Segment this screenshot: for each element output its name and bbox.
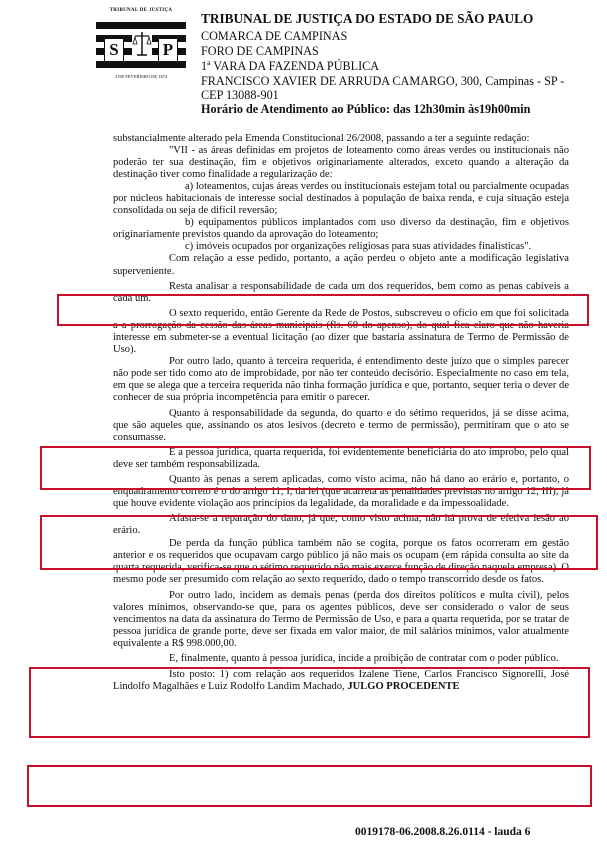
logo-bottom-text: 3 DE FEVEREIRO DE 1874 — [114, 74, 168, 79]
quote-item-b: b) equipamentos públicos implantados com uso diverso da destinação, fim e objetivos originariamente previstos quando da aprovação do loteamento; — [113, 217, 569, 241]
quote-item-a: a) loteamentos, cujas áreas verdes ou institucionais estejam total ou parcialmente ocupadas por núcleos habitacionais de interesse social destinados à população de baixa renda, e cuja situação esteja consolidada ou seja de difícil reversão; — [113, 181, 569, 217]
vara-line: 1ª VARA DA FAZENDA PÚBLICA — [201, 59, 380, 73]
paragraph: O sexto requerido, então Gerente da Rede de Postos, subscreveu o ofício em que foi solicitada a a prorrogação da cessão das áreas municipais (fls. 60 do apenso), do qual fica claro que não haveria interesse em submeter-se a eventual licitação (ao dizer que bastaria assinatura de Termo de Permissão de Uso). — [113, 307, 569, 355]
paragraph: substancialmente alterado pela Emenda Constitucional 26/2008, passando a ter a seguinte redação: — [113, 133, 530, 144]
paragraph: Resta analisar a responsabilidade de cada um dos requeridos, bem como as penas cabíveis a cada um. — [113, 280, 569, 304]
highlight-box-second-fourth-seventh — [40, 446, 591, 490]
highlight-box-responsibility — [57, 294, 589, 326]
paragraph: Quanto à responsabilidade da segunda, do quarto e do sétimo requeridos, já se disse acima, que são aqueles que, assinando os atos lesivos (decreto e termo de permissão), permitiram que o ato se consumasse. — [113, 408, 569, 444]
page-footer: 0019178-06.2008.8.26.0114 - lauda 6 — [355, 826, 531, 838]
verdict-bold: JULGO PROCEDENTE — [347, 681, 460, 693]
paragraph: Afasta-se a reparação do dano, já que, como visto acima, não há prova de efetiva lesão ao erário. — [113, 513, 569, 537]
paragraph: Quanto às penas a serem aplicadas, como visto acima, não há dano ao erário e, portanto, o enquadramento correto é o do artigo 11, I, da lei (que acarreta as penalidades previstas no artigo 12, III), já que houve evidente violação aos princípios da legalidade, da moralidade e da impessoalidade. — [113, 474, 569, 510]
paragraph: Com relação a esse pedido, portanto, a ação perdeu o objeto ante a modificação legislativa superveniente. — [113, 253, 569, 277]
verdict-text: Isto posto: 1) com relação aos requeridos Izalene Tiene, Carlos Francisco Signorelli, José Lindolfo Magalhães e Luiz Rodolfo Landim Machado, — [113, 668, 569, 693]
paragraph: E, finalmente, quanto à pessoa jurídica, incide a proibição de contratar com o poder público. — [169, 652, 559, 664]
paragraph: De perda da função pública também não se cogita, porque os fatos ocorreram em gestão anterior e os requeridos que ocupavam cargo público já não mais os ocupam (em rápida consulta ao site da quarta requerida, verifica-se que o sétimo requerido não mais exerce função de direção naquela empresa). O mesmo pode ser presumido com relação ao sexto requerido, dado o tempo transcorrido desde os fatos. — [113, 537, 569, 585]
paragraph: Por outro lado, incidem as demais penas (perda dos direitos políticos e multa civil), pelos valores mínimos, observando-se que, para os agentes públicos, deve ser considerado o valor de seus vencimentos na data da assinatura do Termo de Permissão de Uso, e para a quarta requerida, por se tratar de pessoa jurídica de grande porte, deve ser fixada em valor maior, de mil salários mínimos, valor atualmente equivalente a R$ 998.000,00. — [113, 589, 569, 649]
document-body — [113, 133, 569, 693]
highlight-box-penalties — [40, 515, 598, 570]
address-line: FRANCISCO XAVIER DE ARRUDA CAMARGO, 300, Campinas - SP - — [201, 74, 565, 88]
paragraph: E a pessoa jurídica, quarta requerida, foi evidentemente beneficiária do ato ímprobo, pelo qual deve ser também responsabilizada. — [113, 447, 569, 471]
paragraph: Por outro lado, quanto à terceira requerida, é entendimento deste juízo que o simples parecer não pode ser tido como ato de improbidade, por não ter conteúdo decisório. Especialmente no caso em tela, em que se alega que a terceira requerida não tinha formação jurídica e que, portanto, sequer teria o dever de conhecer de sua própria incompetência para emitir o parecer. — [113, 355, 569, 403]
logo-top-text: TRIBUNAL DE JUSTIÇA — [109, 8, 173, 13]
quote-item-c: c) imóveis ocupados por organizações religiosas para suas atividades finalísticas". — [185, 241, 532, 253]
quote-paragraph: "VII - as áreas definidas em projetos de loteamento como áreas verdes ou institucionais não poderão ter sua destinação, fim e objetivos originariamente alterados, exceto quando a alteração da destinação tiver como finalidade a regularização de: — [113, 145, 569, 181]
comarca-line: COMARCA DE CAMPINAS — [201, 29, 348, 43]
court-title: TRIBUNAL DE JUSTIÇA DO ESTADO DE SÃO PAULO — [201, 11, 534, 26]
hours-line: Horário de Atendimento ao Público: das 12h30min às19h00min — [201, 102, 531, 116]
cep-line: CEP 13088-901 — [201, 88, 279, 102]
court-seal-logo — [96, 8, 186, 80]
highlight-box-fines — [29, 667, 590, 738]
scales-of-justice-icon — [132, 29, 152, 59]
logo-letter-p: P — [158, 38, 178, 62]
foro-line: FORO DE CAMPINAS — [201, 44, 319, 58]
logo-letter-s: S — [104, 38, 124, 62]
highlight-box-verdict — [27, 765, 592, 807]
